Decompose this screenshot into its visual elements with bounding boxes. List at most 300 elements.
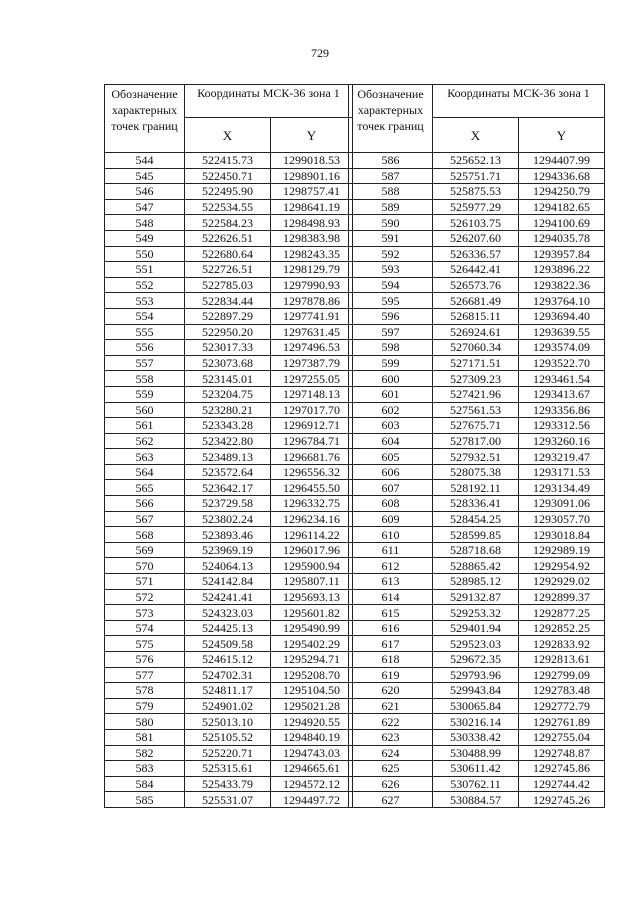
table-row [105, 636, 353, 652]
point-number-cell: 592 [349, 246, 433, 262]
point-number-cell: 569 [105, 542, 185, 558]
table-row [349, 324, 605, 340]
point-number-cell: 573 [105, 605, 185, 621]
point-number-cell: 620 [349, 683, 433, 699]
table-row [349, 558, 605, 574]
y-coordinate-cell: 1293171.53 [519, 464, 605, 480]
x-coordinate-cell: 525531.07 [185, 792, 271, 808]
x-coordinate-cell: 525652.13 [433, 153, 519, 169]
x-coordinate-cell: 522834.44 [185, 293, 271, 309]
table-row [349, 293, 605, 309]
table-row [349, 620, 605, 636]
point-number-cell: 582 [105, 745, 185, 761]
y-coordinate-cell: 1292954.92 [519, 558, 605, 574]
table-row [349, 184, 605, 200]
y-coordinate-cell: 1294840.19 [271, 729, 353, 745]
table-row [105, 153, 353, 169]
x-coordinate-cell: 523893.46 [185, 527, 271, 543]
y-coordinate-cell: 1298243.35 [271, 246, 353, 262]
table-row [349, 262, 605, 278]
point-number-cell: 558 [105, 371, 185, 387]
y-coordinate-cell: 1292929.02 [519, 574, 605, 590]
table-row [105, 308, 353, 324]
table-row [105, 527, 353, 543]
y-coordinate-cell: 1295104.50 [271, 683, 353, 699]
point-number-cell: 577 [105, 667, 185, 683]
table-row [349, 636, 605, 652]
x-coordinate-cell: 525315.61 [185, 761, 271, 777]
x-coordinate-cell: 527675.71 [433, 418, 519, 434]
y-coordinate-cell: 1292899.37 [519, 589, 605, 605]
x-coordinate-cell: 529401.94 [433, 620, 519, 636]
x-coordinate-cell: 528454.25 [433, 511, 519, 527]
y-coordinate-cell: 1293057.70 [519, 511, 605, 527]
y-coordinate-cell: 1292833.92 [519, 636, 605, 652]
y-coordinate-cell: 1295900.94 [271, 558, 353, 574]
x-coordinate-cell: 529943.84 [433, 683, 519, 699]
table-row [349, 745, 605, 761]
x-coordinate-cell: 526336.57 [433, 246, 519, 262]
point-number-cell: 627 [349, 792, 433, 808]
table-row [105, 184, 353, 200]
y-coordinate-cell: 1293896.22 [519, 262, 605, 278]
y-coordinate-cell: 1294743.03 [271, 745, 353, 761]
x-coordinate-cell: 529523.03 [433, 636, 519, 652]
point-number-cell: 587 [349, 168, 433, 184]
point-number-cell: 598 [349, 340, 433, 356]
point-number-cell: 549 [105, 230, 185, 246]
y-coordinate-cell: 1297878.86 [271, 293, 353, 309]
table-row [349, 542, 605, 558]
y-coordinate-cell: 1297387.79 [271, 355, 353, 371]
point-number-cell: 584 [105, 776, 185, 792]
y-coordinate-cell: 1298383.98 [271, 230, 353, 246]
point-number-cell: 596 [349, 308, 433, 324]
table-row [105, 480, 353, 496]
x-coordinate-cell: 528192.11 [433, 480, 519, 496]
y-coordinate-cell: 1298641.19 [271, 199, 353, 215]
x-coordinate-cell: 528865.42 [433, 558, 519, 574]
y-coordinate-cell: 1298757.41 [271, 184, 353, 200]
table-row [105, 355, 353, 371]
table-row [105, 729, 353, 745]
table-row [349, 386, 605, 402]
point-number-cell: 579 [105, 698, 185, 714]
y-coordinate-cell: 1292813.61 [519, 652, 605, 668]
y-coordinate-cell: 1293312.56 [519, 418, 605, 434]
table-row [349, 496, 605, 512]
table-row [349, 418, 605, 434]
x-coordinate-cell: 523280.21 [185, 402, 271, 418]
table-row [349, 589, 605, 605]
table-row [105, 574, 353, 590]
y-coordinate-cell: 1292799.09 [519, 667, 605, 683]
table-row [105, 496, 353, 512]
point-number-cell: 585 [105, 792, 185, 808]
x-coordinate-cell: 527932.51 [433, 449, 519, 465]
header-x: X [185, 118, 271, 153]
x-coordinate-cell: 522450.71 [185, 168, 271, 184]
y-coordinate-cell: 1294572.12 [271, 776, 353, 792]
table-row [105, 464, 353, 480]
x-coordinate-cell: 523204.75 [185, 386, 271, 402]
table-body-left [105, 153, 353, 808]
y-coordinate-cell: 1295402.29 [271, 636, 353, 652]
point-number-cell: 550 [105, 246, 185, 262]
y-coordinate-cell: 1296234.16 [271, 511, 353, 527]
table-row [349, 698, 605, 714]
point-number-cell: 612 [349, 558, 433, 574]
y-coordinate-cell: 1294250.79 [519, 184, 605, 200]
point-number-cell: 578 [105, 683, 185, 699]
y-coordinate-cell: 1294100.69 [519, 215, 605, 231]
point-number-cell: 604 [349, 433, 433, 449]
table-row [105, 246, 353, 262]
table-row [105, 262, 353, 278]
page-number: 729 [311, 46, 329, 60]
header-coordinates: Координаты МСК-36 зона 1 [185, 85, 353, 118]
point-number-cell: 622 [349, 714, 433, 730]
point-number-cell: 611 [349, 542, 433, 558]
x-coordinate-cell: 527421.96 [433, 386, 519, 402]
x-coordinate-cell: 525220.71 [185, 745, 271, 761]
table-row [349, 605, 605, 621]
x-coordinate-cell: 528075.38 [433, 464, 519, 480]
y-coordinate-cell: 1293134.49 [519, 480, 605, 496]
point-number-cell: 619 [349, 667, 433, 683]
y-coordinate-cell: 1294035.78 [519, 230, 605, 246]
x-coordinate-cell: 522495.90 [185, 184, 271, 200]
x-coordinate-cell: 524702.31 [185, 667, 271, 683]
y-coordinate-cell: 1295021.28 [271, 698, 353, 714]
table-row [105, 402, 353, 418]
x-coordinate-cell: 526207.60 [433, 230, 519, 246]
x-coordinate-cell: 522584.23 [185, 215, 271, 231]
table-row [349, 340, 605, 356]
point-number-cell: 574 [105, 620, 185, 636]
table-row [105, 683, 353, 699]
x-coordinate-cell: 524615.12 [185, 652, 271, 668]
y-coordinate-cell: 1293822.36 [519, 277, 605, 293]
point-number-cell: 554 [105, 308, 185, 324]
point-number-cell: 606 [349, 464, 433, 480]
point-number-cell: 566 [105, 496, 185, 512]
y-coordinate-cell: 1293219.47 [519, 449, 605, 465]
point-number-cell: 613 [349, 574, 433, 590]
y-coordinate-cell: 1294665.61 [271, 761, 353, 777]
table-row [105, 542, 353, 558]
header-designation: Обозначение характерных точек границ [105, 85, 185, 153]
y-coordinate-cell: 1293522.70 [519, 355, 605, 371]
table-row [349, 402, 605, 418]
x-coordinate-cell: 529132.87 [433, 589, 519, 605]
y-coordinate-cell: 1293260.16 [519, 433, 605, 449]
table-row [105, 589, 353, 605]
x-coordinate-cell: 523969.19 [185, 542, 271, 558]
x-coordinate-cell: 523073.68 [185, 355, 271, 371]
x-coordinate-cell: 527171.51 [433, 355, 519, 371]
x-coordinate-cell: 528336.41 [433, 496, 519, 512]
table-row [105, 776, 353, 792]
x-coordinate-cell: 523343.28 [185, 418, 271, 434]
table-row [105, 433, 353, 449]
point-number-cell: 576 [105, 652, 185, 668]
table-row [349, 511, 605, 527]
y-coordinate-cell: 1292761.89 [519, 714, 605, 730]
y-coordinate-cell: 1297990.93 [271, 277, 353, 293]
table-row [349, 776, 605, 792]
x-coordinate-cell: 525433.79 [185, 776, 271, 792]
point-number-cell: 552 [105, 277, 185, 293]
table-row [105, 168, 353, 184]
table-row [105, 714, 353, 730]
point-number-cell: 559 [105, 386, 185, 402]
table-row [349, 230, 605, 246]
point-number-cell: 615 [349, 605, 433, 621]
point-number-cell: 589 [349, 199, 433, 215]
point-number-cell: 586 [349, 153, 433, 169]
point-number-cell: 618 [349, 652, 433, 668]
x-coordinate-cell: 527817.00 [433, 433, 519, 449]
x-coordinate-cell: 524064.13 [185, 558, 271, 574]
y-coordinate-cell: 1298129.79 [271, 262, 353, 278]
point-number-cell: 548 [105, 215, 185, 231]
header-y: Y [519, 118, 605, 153]
point-number-cell: 571 [105, 574, 185, 590]
x-coordinate-cell: 525977.29 [433, 199, 519, 215]
x-coordinate-cell: 526924.61 [433, 324, 519, 340]
y-coordinate-cell: 1294920.55 [271, 714, 353, 730]
x-coordinate-cell: 526815.11 [433, 308, 519, 324]
header-y: Y [271, 118, 353, 153]
y-coordinate-cell: 1295601.82 [271, 605, 353, 621]
point-number-cell: 624 [349, 745, 433, 761]
table-row [349, 761, 605, 777]
table-row [349, 308, 605, 324]
x-coordinate-cell: 523145.01 [185, 371, 271, 387]
x-coordinate-cell: 530216.14 [433, 714, 519, 730]
x-coordinate-cell: 524425.13 [185, 620, 271, 636]
x-coordinate-cell: 530762.11 [433, 776, 519, 792]
y-coordinate-cell: 1295490.99 [271, 620, 353, 636]
table-row [105, 558, 353, 574]
x-coordinate-cell: 525105.52 [185, 729, 271, 745]
y-coordinate-cell: 1295693.13 [271, 589, 353, 605]
table-row [105, 652, 353, 668]
x-coordinate-cell: 527309.23 [433, 371, 519, 387]
y-coordinate-cell: 1294336.68 [519, 168, 605, 184]
table-row [105, 230, 353, 246]
point-number-cell: 603 [349, 418, 433, 434]
point-number-cell: 562 [105, 433, 185, 449]
x-coordinate-cell: 523642.17 [185, 480, 271, 496]
y-coordinate-cell: 1292745.26 [519, 792, 605, 808]
table-row [105, 511, 353, 527]
x-coordinate-cell: 522950.20 [185, 324, 271, 340]
x-coordinate-cell: 523489.13 [185, 449, 271, 465]
point-number-cell: 565 [105, 480, 185, 496]
table-row [349, 729, 605, 745]
table-body-right [349, 153, 605, 808]
table-row [349, 652, 605, 668]
table-row [349, 480, 605, 496]
point-number-cell: 608 [349, 496, 433, 512]
y-coordinate-cell: 1296017.96 [271, 542, 353, 558]
x-coordinate-cell: 526681.49 [433, 293, 519, 309]
y-coordinate-cell: 1293957.84 [519, 246, 605, 262]
y-coordinate-cell: 1293574.09 [519, 340, 605, 356]
y-coordinate-cell: 1299018.53 [271, 153, 353, 169]
y-coordinate-cell: 1295807.11 [271, 574, 353, 590]
x-coordinate-cell: 522785.03 [185, 277, 271, 293]
point-number-cell: 597 [349, 324, 433, 340]
x-coordinate-cell: 530065.84 [433, 698, 519, 714]
y-coordinate-cell: 1296114.22 [271, 527, 353, 543]
y-coordinate-cell: 1296912.71 [271, 418, 353, 434]
table-row [105, 386, 353, 402]
x-coordinate-cell: 523729.58 [185, 496, 271, 512]
y-coordinate-cell: 1298498.93 [271, 215, 353, 231]
y-coordinate-cell: 1297148.13 [271, 386, 353, 402]
point-number-cell: 555 [105, 324, 185, 340]
point-number-cell: 588 [349, 184, 433, 200]
x-coordinate-cell: 528718.68 [433, 542, 519, 558]
x-coordinate-cell: 522897.29 [185, 308, 271, 324]
x-coordinate-cell: 524323.03 [185, 605, 271, 621]
point-number-cell: 575 [105, 636, 185, 652]
y-coordinate-cell: 1297741.91 [271, 308, 353, 324]
y-coordinate-cell: 1296455.50 [271, 480, 353, 496]
table-row [349, 714, 605, 730]
table-row [105, 698, 353, 714]
y-coordinate-cell: 1293018.84 [519, 527, 605, 543]
y-coordinate-cell: 1297496.53 [271, 340, 353, 356]
x-coordinate-cell: 524142.84 [185, 574, 271, 590]
table-row [105, 620, 353, 636]
table-row [349, 277, 605, 293]
table-row [105, 667, 353, 683]
y-coordinate-cell: 1292852.25 [519, 620, 605, 636]
x-coordinate-cell: 524509.58 [185, 636, 271, 652]
point-number-cell: 605 [349, 449, 433, 465]
x-coordinate-cell: 523017.33 [185, 340, 271, 356]
point-number-cell: 557 [105, 355, 185, 371]
y-coordinate-cell: 1296784.71 [271, 433, 353, 449]
point-number-cell: 560 [105, 402, 185, 418]
x-coordinate-cell: 522680.64 [185, 246, 271, 262]
point-number-cell: 595 [349, 293, 433, 309]
coordinates-table-left [104, 84, 353, 808]
point-number-cell: 623 [349, 729, 433, 745]
y-coordinate-cell: 1293694.40 [519, 308, 605, 324]
table-row [349, 449, 605, 465]
y-coordinate-cell: 1294407.99 [519, 153, 605, 169]
header-x: X [433, 118, 519, 153]
table-row [105, 340, 353, 356]
x-coordinate-cell: 523802.24 [185, 511, 271, 527]
x-coordinate-cell: 522534.55 [185, 199, 271, 215]
table-row [105, 761, 353, 777]
point-number-cell: 607 [349, 480, 433, 496]
y-coordinate-cell: 1292745.86 [519, 761, 605, 777]
x-coordinate-cell: 523422.80 [185, 433, 271, 449]
x-coordinate-cell: 526103.75 [433, 215, 519, 231]
point-number-cell: 599 [349, 355, 433, 371]
table-row [105, 792, 353, 808]
table-row [105, 199, 353, 215]
point-number-cell: 590 [349, 215, 433, 231]
point-number-cell: 572 [105, 589, 185, 605]
x-coordinate-cell: 530884.57 [433, 792, 519, 808]
x-coordinate-cell: 522726.51 [185, 262, 271, 278]
y-coordinate-cell: 1296681.76 [271, 449, 353, 465]
table-row [349, 215, 605, 231]
table-row [349, 683, 605, 699]
table-row [105, 215, 353, 231]
point-number-cell: 600 [349, 371, 433, 387]
x-coordinate-cell: 525875.53 [433, 184, 519, 200]
table-row [349, 433, 605, 449]
table-row [349, 355, 605, 371]
point-number-cell: 545 [105, 168, 185, 184]
table-row [105, 324, 353, 340]
point-number-cell: 544 [105, 153, 185, 169]
x-coordinate-cell: 530488.99 [433, 745, 519, 761]
table-row [349, 371, 605, 387]
y-coordinate-cell: 1292989.19 [519, 542, 605, 558]
point-number-cell: 581 [105, 729, 185, 745]
y-coordinate-cell: 1292783.48 [519, 683, 605, 699]
y-coordinate-cell: 1293639.55 [519, 324, 605, 340]
point-number-cell: 568 [105, 527, 185, 543]
y-coordinate-cell: 1292772.79 [519, 698, 605, 714]
y-coordinate-cell: 1292744.42 [519, 776, 605, 792]
x-coordinate-cell: 524241.41 [185, 589, 271, 605]
table-row [105, 293, 353, 309]
x-coordinate-cell: 527561.53 [433, 402, 519, 418]
y-coordinate-cell: 1294497.72 [271, 792, 353, 808]
point-number-cell: 609 [349, 511, 433, 527]
table-row [349, 168, 605, 184]
x-coordinate-cell: 525751.71 [433, 168, 519, 184]
x-coordinate-cell: 528599.85 [433, 527, 519, 543]
y-coordinate-cell: 1292748.87 [519, 745, 605, 761]
x-coordinate-cell: 522626.51 [185, 230, 271, 246]
y-coordinate-cell: 1294182.65 [519, 199, 605, 215]
table-row [349, 199, 605, 215]
y-coordinate-cell: 1297017.70 [271, 402, 353, 418]
point-number-cell: 551 [105, 262, 185, 278]
coordinates-table-right [348, 84, 605, 808]
y-coordinate-cell: 1293091.06 [519, 496, 605, 512]
point-number-cell: 594 [349, 277, 433, 293]
y-coordinate-cell: 1293356.86 [519, 402, 605, 418]
header-designation: Обозначение характерных точек границ [349, 85, 433, 153]
table-row [349, 246, 605, 262]
point-number-cell: 563 [105, 449, 185, 465]
table-row [349, 792, 605, 808]
table-row [105, 418, 353, 434]
table-row [349, 667, 605, 683]
point-number-cell: 567 [105, 511, 185, 527]
y-coordinate-cell: 1292877.25 [519, 605, 605, 621]
y-coordinate-cell: 1296332.75 [271, 496, 353, 512]
x-coordinate-cell: 529793.96 [433, 667, 519, 683]
table-row [105, 371, 353, 387]
y-coordinate-cell: 1297255.05 [271, 371, 353, 387]
point-number-cell: 591 [349, 230, 433, 246]
x-coordinate-cell: 527060.34 [433, 340, 519, 356]
